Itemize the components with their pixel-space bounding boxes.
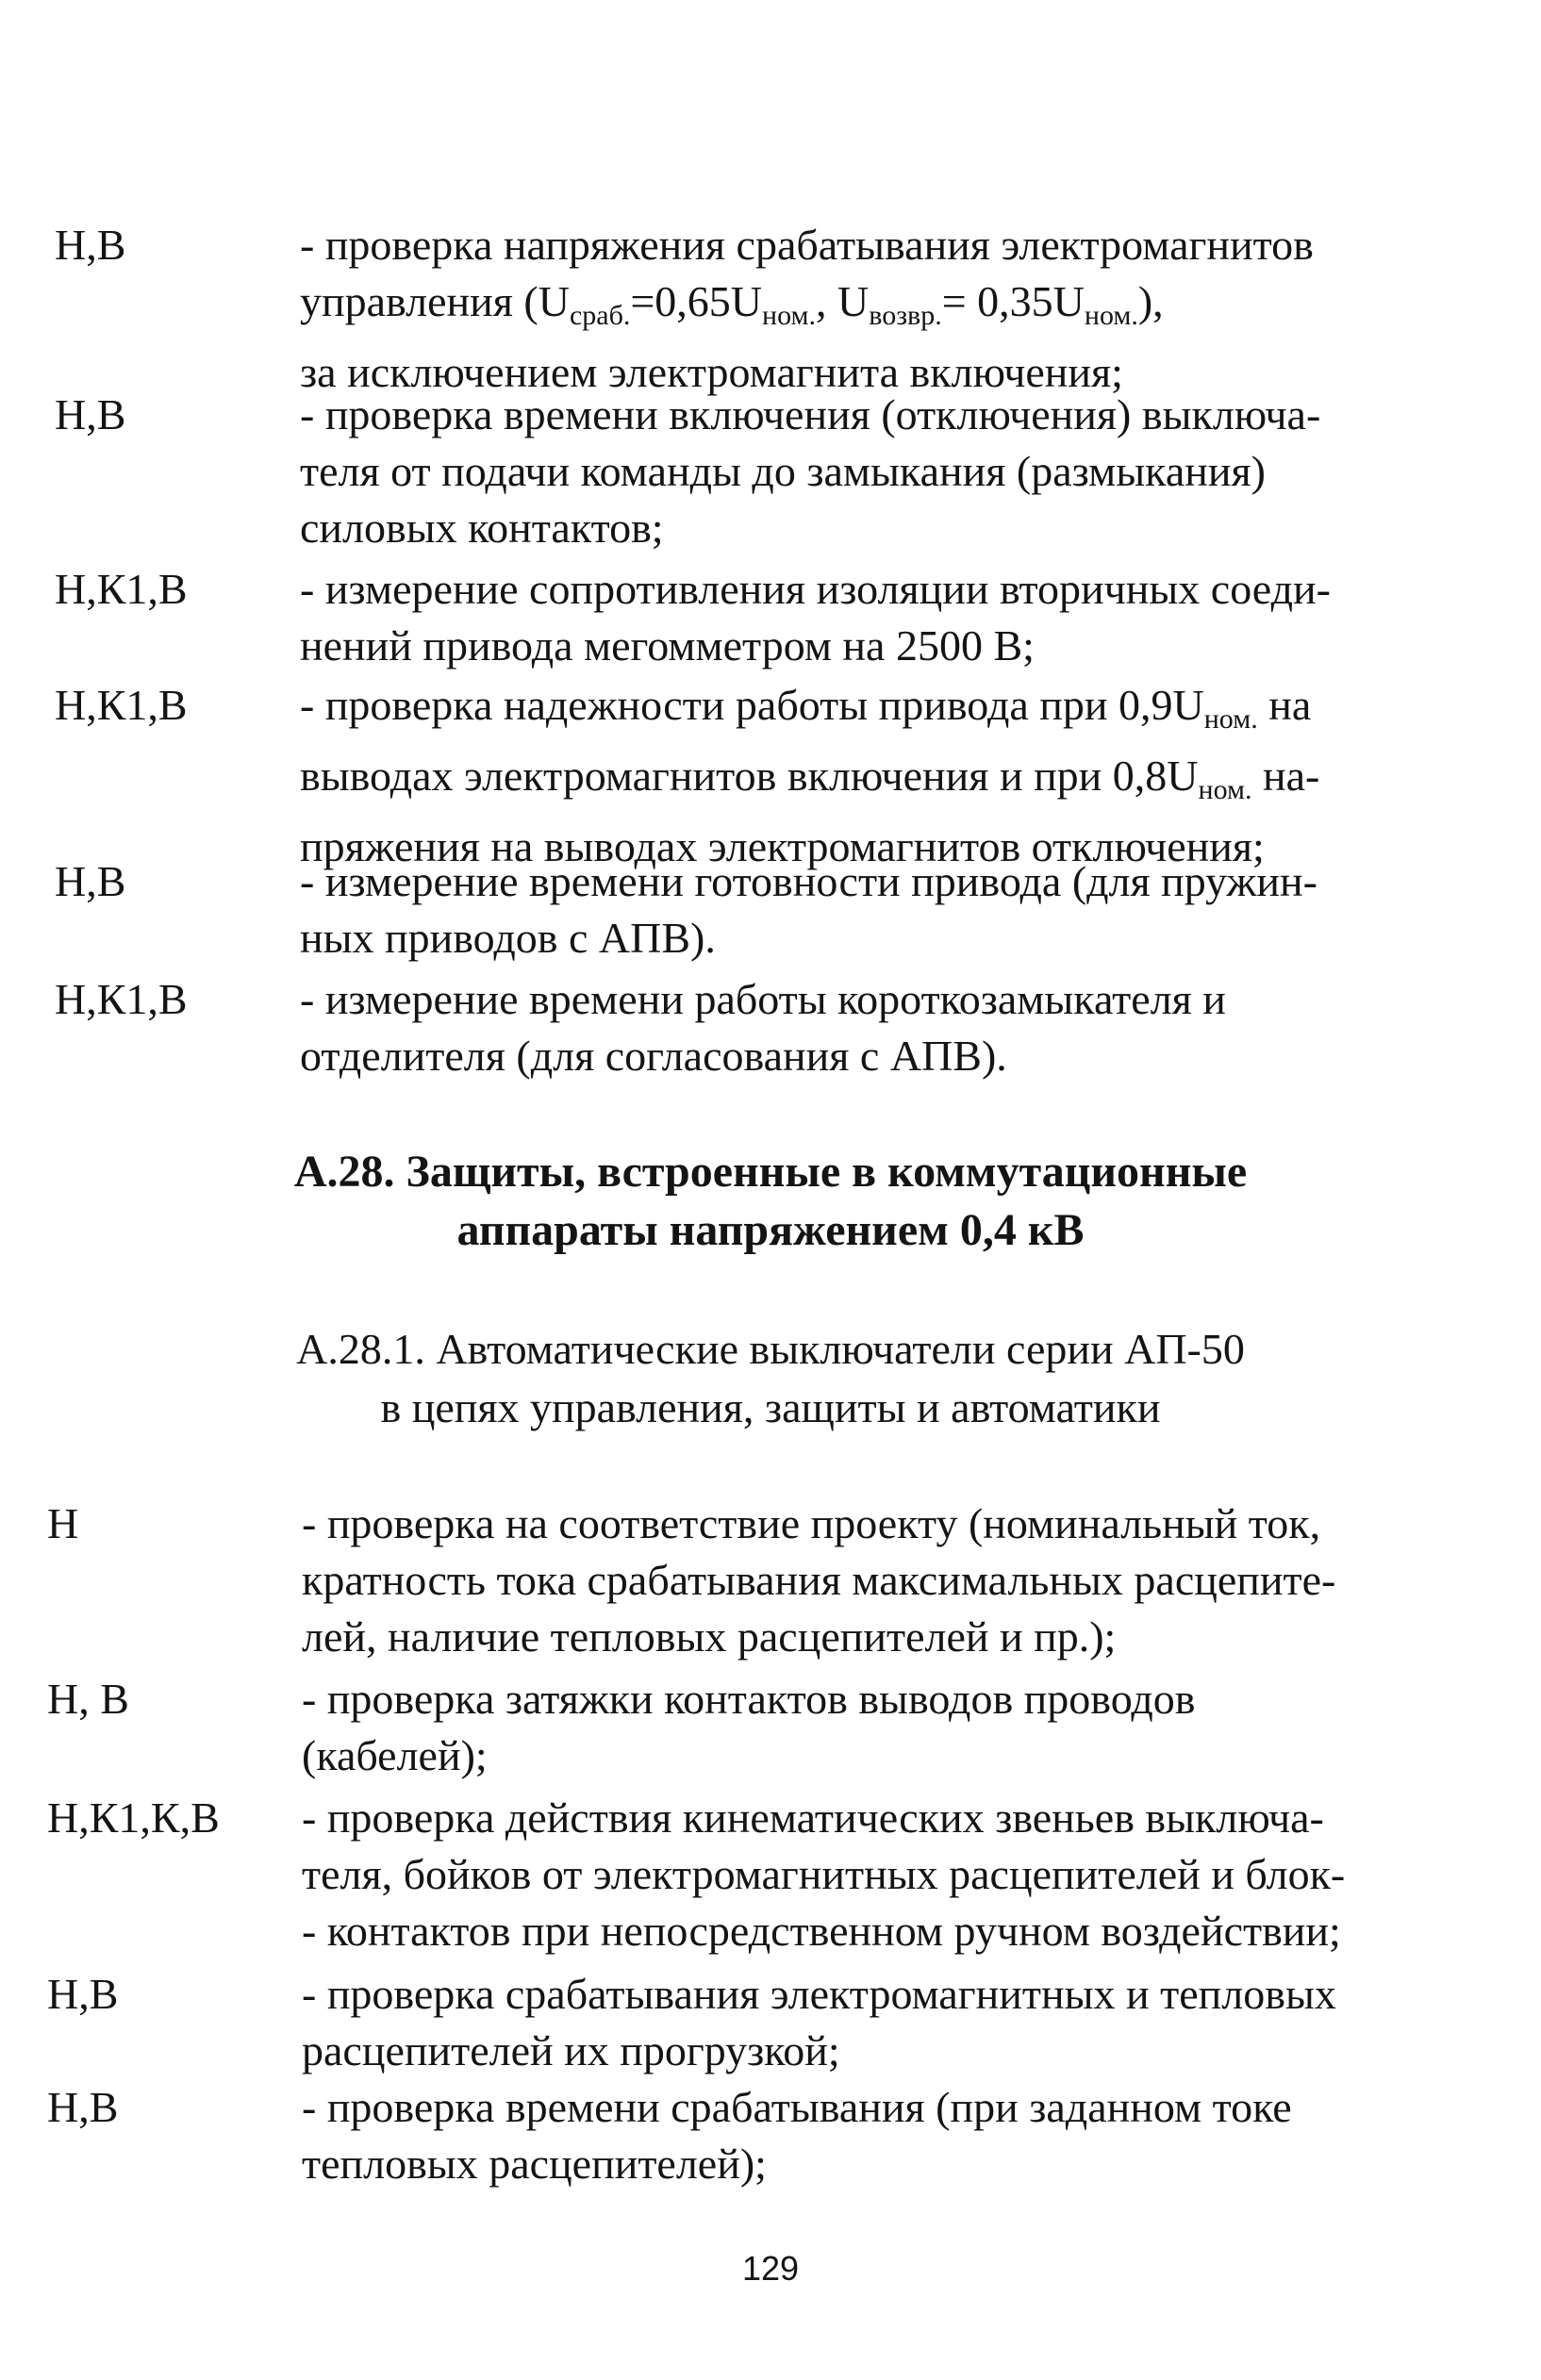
entry-code: Н,В [47, 1970, 119, 2018]
subscript: ном. [1198, 774, 1252, 805]
entry-code: Н,В [55, 390, 126, 438]
entry-line: - проверка срабатывания электромагнитных и тепловых [302, 1970, 1336, 2018]
entry-line: пряжения на выводах электромагнитов отключения; [300, 822, 1265, 870]
entry-code: Н,В [55, 857, 126, 905]
text-part: выводах электромагнитов включения и при 0,8U [300, 752, 1199, 800]
entry-description [300, 853, 1375, 967]
entry-line: расцепителей их прогрузкой; [302, 2026, 840, 2074]
entry-line: - проверка на соответствие проекту (номинальный ток, [302, 1499, 1321, 1547]
entry-line: - контактов при непосредственном ручном воздействии; [302, 1907, 1341, 1955]
heading-line: А.28. Защиты, встроенные в коммутационные [293, 1147, 1248, 1197]
text-part: на [1257, 681, 1312, 729]
entry-description [302, 2079, 1377, 2192]
entry-line: - проверка времени включения (отключения) выключа- [300, 390, 1321, 438]
text-part: управления (U [300, 277, 570, 325]
test-entry [47, 1966, 1367, 2079]
section-heading [0, 1143, 1541, 1260]
entry-code: Н, В [47, 1675, 129, 1723]
entry-line: ных приводов с АПВ). [300, 914, 716, 962]
subsection-heading [0, 1320, 1541, 1437]
test-entry [55, 217, 1375, 401]
text-part: ), [1137, 277, 1164, 325]
test-entry [55, 677, 1375, 875]
text-part: - проверка надежности работы привода при 0,9U [300, 681, 1204, 729]
heading-line: аппараты напряжением 0,4 кВ [456, 1205, 1085, 1255]
test-entry [47, 1496, 1367, 1665]
entry-line: силовых контактов; [300, 504, 664, 552]
entry-description [300, 561, 1375, 674]
entry-description [302, 1671, 1377, 1784]
entry-line: - проверка затяжки контактов выводов проводов [302, 1675, 1196, 1723]
text-part: = 0,35U [941, 277, 1085, 325]
entry-line: отделителя (для согласования с АПВ). [300, 1032, 1007, 1080]
entry-code: Н,В [47, 2083, 119, 2131]
subscript: сраб. [569, 300, 631, 331]
entry-line: лей, наличие тепловых расцепителей и пр.); [302, 1612, 1117, 1661]
entry-code: Н,В [55, 221, 126, 269]
page-number: 129 [741, 2249, 800, 2288]
entry-line: нений привода мегомметром на 2500 В; [300, 621, 1035, 669]
test-entry [47, 2079, 1367, 2192]
entry-line-with-subscripts [300, 748, 1375, 818]
test-entry [47, 1790, 1367, 1959]
entry-code: Н,К1,В [55, 975, 188, 1023]
entry-description [300, 971, 1375, 1084]
entry-code: Н [47, 1499, 79, 1547]
entry-line: кратность тока срабатывания максимальных расцепите- [302, 1556, 1336, 1604]
test-entry [47, 1671, 1367, 1784]
entry-line: (кабелей); [302, 1731, 488, 1779]
subheading-line: А.28.1. Автоматические выключатели серии АП-50 [296, 1325, 1245, 1373]
entry-line: - измерение времени работы короткозамыкателя и [300, 975, 1226, 1023]
entry-line: - проверка действия кинематических звеньев выключа- [302, 1793, 1324, 1842]
subscript: ном. [1203, 703, 1258, 735]
entry-line: - проверка напряжения срабатывания электромагнитов [300, 221, 1314, 269]
text-part: =0,65U [630, 277, 763, 325]
entry-description [300, 217, 1375, 401]
entry-line: - проверка времени срабатывания (при заданном токе [302, 2083, 1292, 2131]
entry-line-with-subscripts [300, 677, 1375, 748]
entry-description [302, 1790, 1377, 1959]
subscript: ном. [762, 300, 816, 331]
entry-line: теля от подачи команды до замыкания (размыкания) [300, 447, 1266, 495]
entry-code: Н,К1,В [55, 565, 188, 613]
text-part: на- [1251, 752, 1320, 800]
entry-line: за исключением электромагнита включения; [300, 348, 1123, 396]
entry-line: теля, бойков от электромагнитных расцепителей и блок- [302, 1850, 1346, 1898]
test-entry [55, 853, 1375, 967]
entry-description [302, 1966, 1377, 2079]
test-entry [55, 387, 1375, 556]
entry-line: - измерение времени готовности привода (для пружин- [300, 857, 1317, 905]
subscript: ном. [1084, 300, 1138, 331]
entry-code: Н,К1,К,В [47, 1793, 220, 1842]
entry-description [300, 677, 1375, 875]
subscript: возвр. [869, 300, 942, 331]
test-entry [55, 971, 1375, 1084]
entry-description [300, 387, 1375, 556]
subheading-line: в цепях управления, защиты и автоматики [380, 1383, 1161, 1431]
entry-line: - измерение сопротивления изоляции вторичных соеди- [300, 565, 1331, 613]
entry-line: тепловых расцепителей); [302, 2140, 767, 2188]
entry-line-with-subscripts [300, 273, 1375, 344]
text-part: , U [816, 277, 870, 325]
test-entry [55, 561, 1375, 674]
entry-description [302, 1496, 1377, 1665]
entry-code: Н,К1,В [55, 681, 188, 729]
